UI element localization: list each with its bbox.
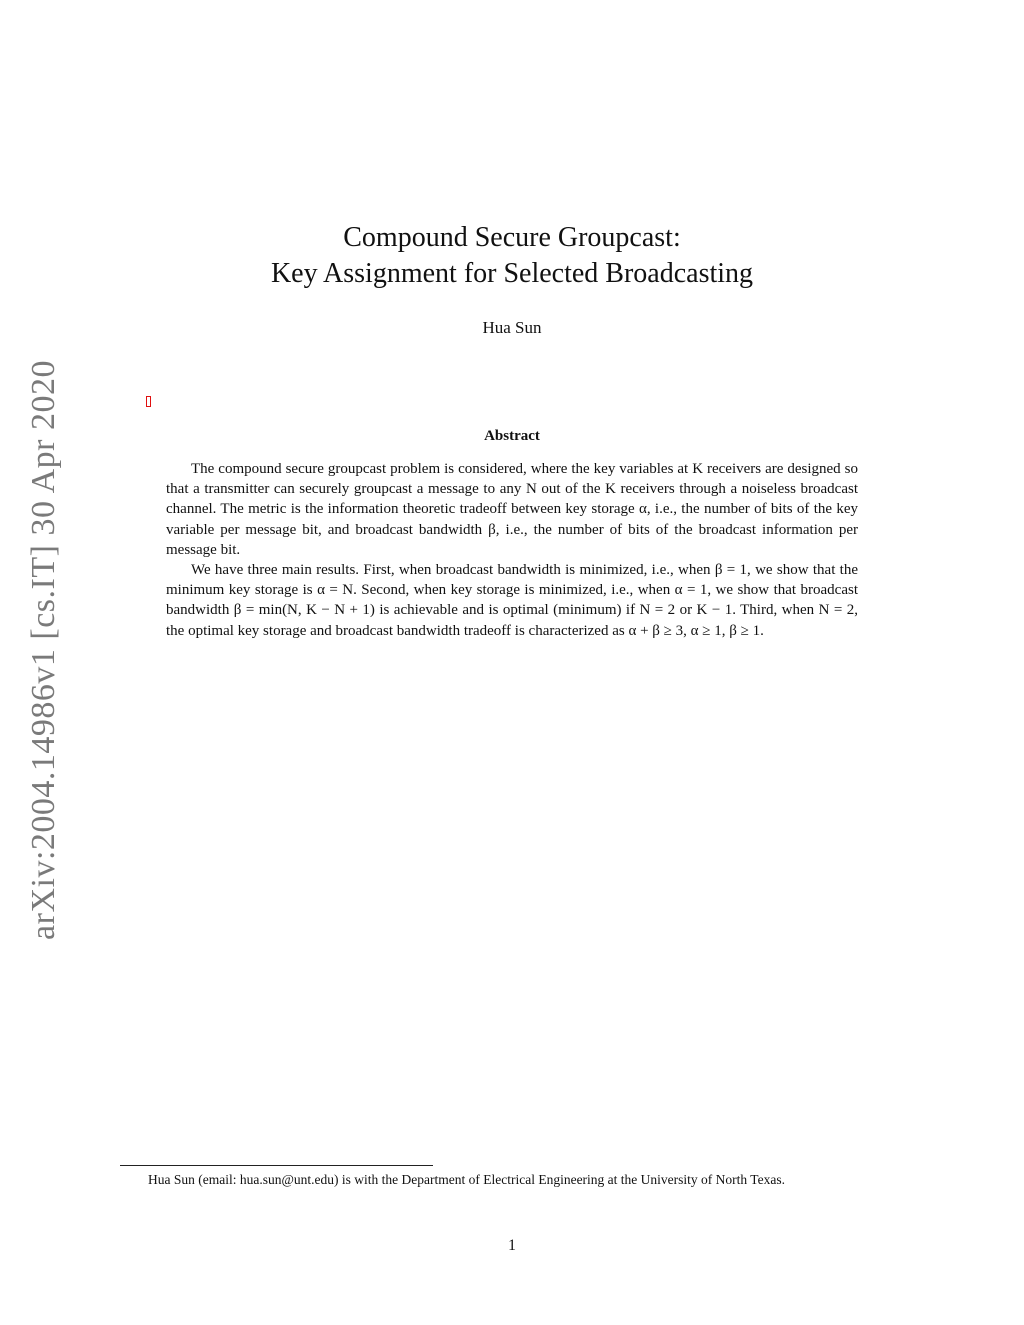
paper-title [0, 220, 1024, 292]
footnote-link-marker[interactable] [146, 396, 151, 407]
title-line-1: Compound Secure Groupcast: [343, 222, 681, 253]
abstract-body [166, 459, 858, 641]
abstract-paragraph-2: We have three main results. First, when broadcast bandwidth is minimized, i.e., when β = 1, we show that the minimum key storage is α = N. Second, when key storage is minimized, i.e., when α = 1, we show that broadcast bandwidth β = min(N, K − N + 1) is achievable and is optimal (minimum) if N = 2 or K − 1. Third, when N = 2, the optimal key storage and broadcast bandwidth tradeoff is characterized as α + β ≥ 3, α ≥ 1, β ≥ 1. [166, 562, 858, 639]
abstract-heading: Abstract [484, 428, 540, 444]
arxiv-stamp: arXiv:2004.14986v1 [cs.IT] 30 Apr 2020 [25, 360, 62, 940]
title-line-2: Key Assignment for Selected Broadcasting [270, 258, 754, 289]
footnote-text: Hua Sun (email: hua.sun@unt.edu) is with the Department of Electrical Engineering at the University of North Texas. [148, 1172, 785, 1187]
page-number: 1 [508, 1237, 516, 1254]
author-name: Hua Sun [482, 318, 542, 337]
footnote-divider [120, 1165, 433, 1166]
abstract-paragraph-1: The compound secure groupcast problem is considered, where the key variables at K receivers are designed so that a transmitter can securely groupcast a message to any N out of the K receivers through a noiseless broadcast channel. The metric is the information theoretic tradeoff between key storage α, i.e., the number of bits of the key variable per message bit, and broadcast bandwidth β, i.e., the number of bits of the broadcast information per message bit. [166, 461, 858, 558]
